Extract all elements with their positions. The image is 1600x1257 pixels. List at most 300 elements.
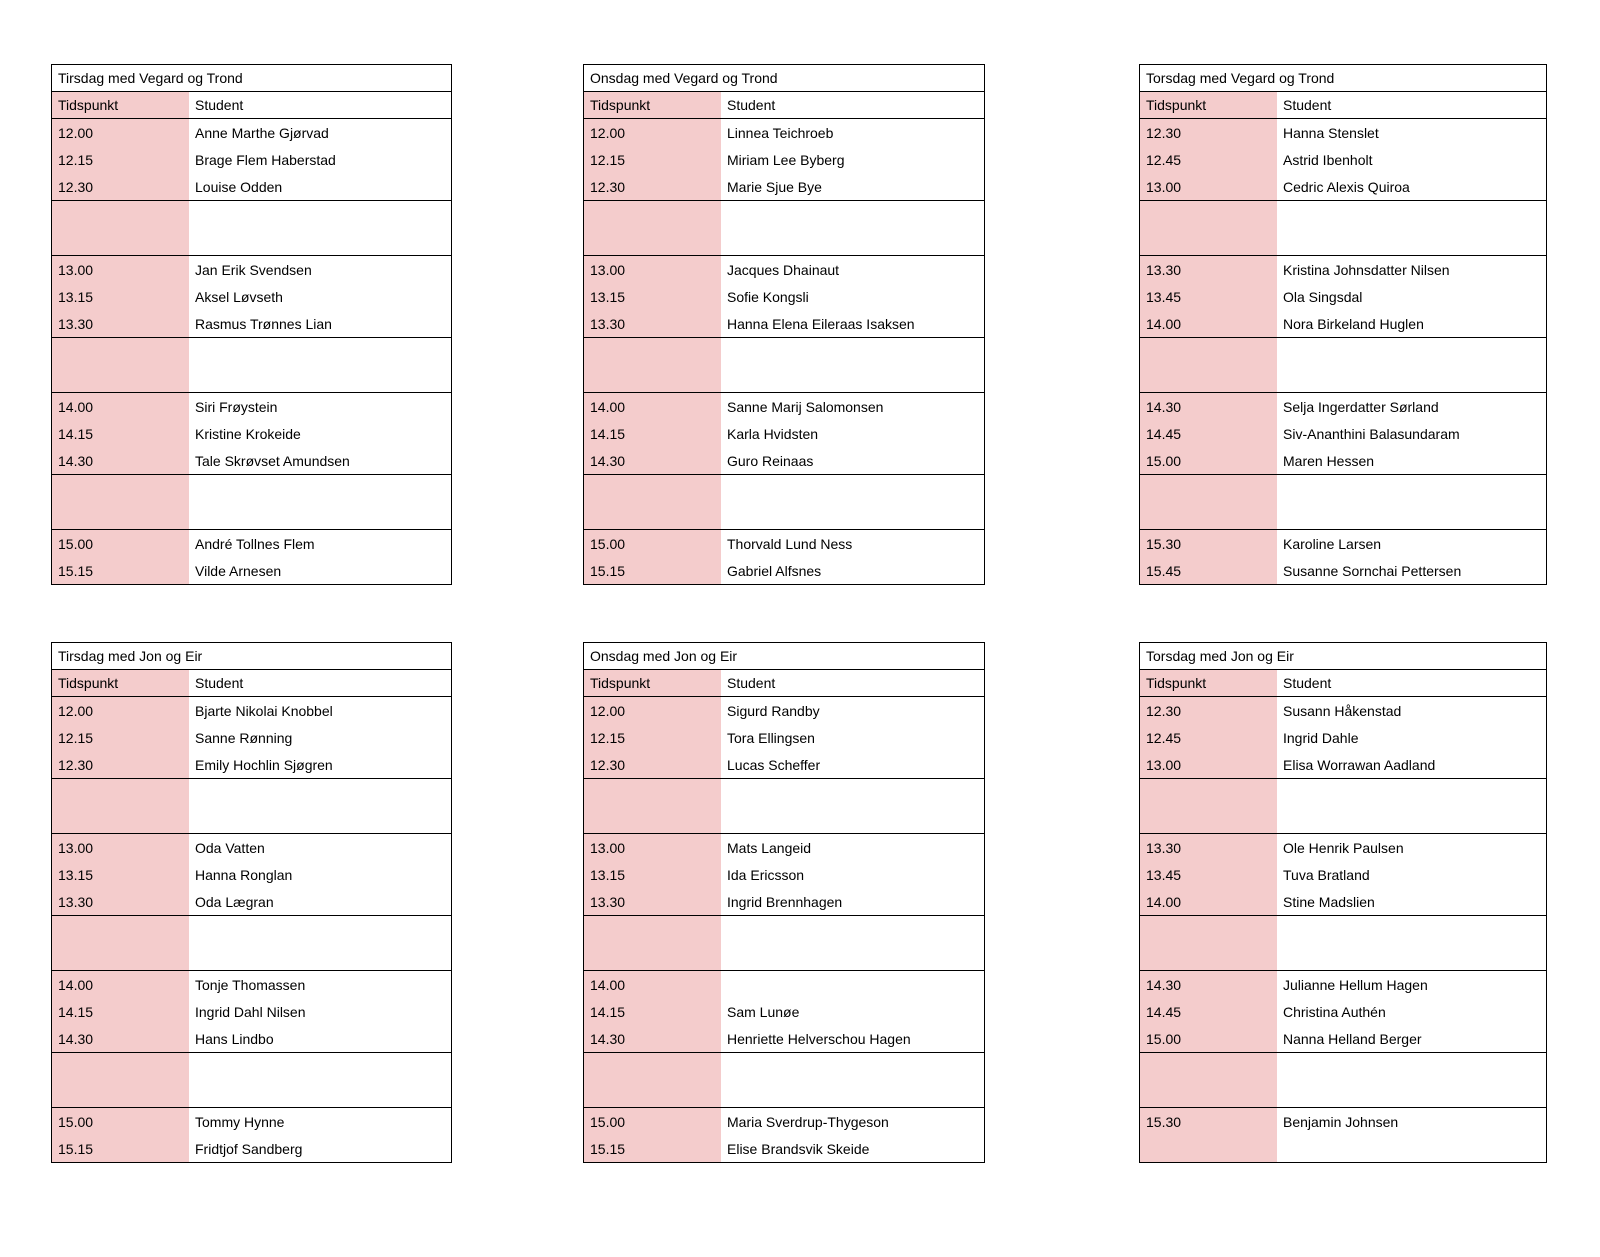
student-cell: Nanna Helland Berger — [1283, 1030, 1422, 1047]
student-cell: Maria Sverdrup-Thygeson — [727, 1113, 889, 1130]
time-cell: 12.15 — [584, 146, 721, 173]
student-cell: Ingrid Brennhagen — [727, 893, 843, 910]
time-cell: 12.30 — [1140, 119, 1277, 146]
empty-time-cell — [584, 475, 721, 529]
time-slot-group — [584, 529, 984, 584]
empty-time-cell — [1140, 916, 1277, 970]
student-cell: Brage Flem Haberstad — [195, 151, 336, 168]
student-cell: Miriam Lee Byberg — [727, 151, 845, 168]
student-cell: Sofie Kongsli — [727, 288, 809, 305]
student-cell: Maren Hessen — [1283, 452, 1375, 469]
empty-student-cell — [721, 1053, 984, 1107]
time-cell: 15.00 — [584, 1108, 721, 1135]
table-title: Torsdag med Vegard og Trond — [1140, 65, 1546, 92]
empty-student-cell — [721, 475, 984, 529]
empty-time-cell — [584, 916, 721, 970]
empty-spacer-row — [52, 200, 451, 255]
schedule-row — [1140, 173, 1546, 200]
time-cell: 12.15 — [52, 146, 189, 173]
time-cell: 15.15 — [52, 1135, 189, 1162]
time-cell: 12.30 — [584, 751, 721, 778]
empty-spacer-row — [584, 337, 984, 392]
student-cell: Jacques Dhainaut — [727, 261, 840, 278]
student-cell: Louise Odden — [195, 178, 283, 195]
schedule-row — [1140, 256, 1546, 283]
schedule-row — [52, 971, 451, 998]
schedule-row — [1140, 1135, 1546, 1162]
student-cell: Tale Skrøvset Amundsen — [195, 452, 350, 469]
time-slot-group — [584, 970, 984, 1052]
schedule-row — [584, 283, 984, 310]
time-column-header: Tidspunkt — [584, 92, 721, 118]
empty-time-cell — [1140, 1053, 1277, 1107]
empty-time-cell — [52, 916, 189, 970]
schedule-row — [52, 557, 451, 584]
table-header-row — [1140, 92, 1546, 119]
time-cell: 12.00 — [52, 697, 189, 724]
empty-student-cell — [189, 475, 451, 529]
empty-time-cell — [584, 779, 721, 833]
schedule-table-torsdag-vegard-trond — [1139, 64, 1547, 585]
student-cell: Benjamin Johnsen — [1283, 1113, 1399, 1130]
schedule-row — [1140, 724, 1546, 751]
schedule-row — [584, 861, 984, 888]
student-cell: Julianne Hellum Hagen — [1283, 976, 1428, 993]
schedule-table-torsdag-jon-eir — [1139, 642, 1547, 1163]
time-cell: 12.30 — [52, 173, 189, 200]
time-cell: 13.30 — [1140, 834, 1277, 861]
table-body — [1140, 697, 1546, 1162]
time-cell: 15.45 — [1140, 557, 1277, 584]
time-cell: 14.30 — [52, 1025, 189, 1052]
schedule-row — [52, 119, 451, 146]
time-slot-group — [584, 255, 984, 337]
schedule-row — [52, 146, 451, 173]
time-cell: 13.30 — [52, 888, 189, 915]
schedule-row — [1140, 447, 1546, 474]
empty-student-cell — [721, 916, 984, 970]
student-cell: Siv-Ananthini Balasundaram — [1283, 425, 1460, 442]
student-cell: Ola Singsdal — [1283, 288, 1363, 305]
time-cell: 14.45 — [1140, 998, 1277, 1025]
student-cell: Ingrid Dahle — [1283, 729, 1359, 746]
table-gap-column — [985, 64, 1139, 585]
schedule-row — [1140, 310, 1546, 337]
schedule-row — [1140, 1108, 1546, 1135]
time-column-header: Tidspunkt — [52, 670, 189, 696]
student-cell: Tommy Hynne — [195, 1113, 285, 1130]
time-slot-group — [1140, 529, 1546, 584]
student-cell: Hanna Stenslet — [1283, 124, 1379, 141]
empty-student-cell — [1277, 475, 1546, 529]
time-cell: 15.15 — [584, 1135, 721, 1162]
student-cell: Elise Brandsvik Skeide — [727, 1140, 870, 1157]
schedule-table-tirsdag-jon-eir — [51, 642, 452, 1163]
schedule-row — [584, 447, 984, 474]
student-column-header: Student — [195, 675, 244, 691]
table-title: Tirsdag med Jon og Eir — [52, 643, 451, 670]
time-slot-group — [1140, 392, 1546, 474]
student-cell: Siri Frøystein — [195, 398, 278, 415]
schedule-row — [584, 1025, 984, 1052]
empty-time-cell — [52, 338, 189, 392]
student-cell: Hanna Ronglan — [195, 866, 293, 883]
schedule-row — [52, 310, 451, 337]
empty-spacer-row — [52, 337, 451, 392]
empty-spacer-row — [52, 1052, 451, 1107]
student-cell: Nora Birkeland Huglen — [1283, 315, 1424, 332]
schedule-row — [52, 173, 451, 200]
time-cell: 14.45 — [1140, 420, 1277, 447]
time-cell: 13.45 — [1140, 861, 1277, 888]
student-cell: Emily Hochlin Sjøgren — [195, 756, 333, 773]
time-slot-group — [1140, 697, 1546, 778]
schedule-row — [52, 420, 451, 447]
empty-spacer-row — [1140, 915, 1546, 970]
time-cell: 15.30 — [1140, 1108, 1277, 1135]
time-cell: 14.30 — [584, 1025, 721, 1052]
schedule-row — [584, 119, 984, 146]
student-cell — [721, 971, 984, 998]
time-cell: 14.30 — [52, 447, 189, 474]
table-title: Onsdag med Vegard og Trond — [584, 65, 984, 92]
time-cell: 15.15 — [584, 557, 721, 584]
time-cell: 14.30 — [1140, 971, 1277, 998]
time-cell: 13.15 — [52, 283, 189, 310]
student-cell: Gabriel Alfsnes — [727, 562, 822, 579]
table-gap-column — [452, 642, 583, 1163]
schedule-row — [1140, 420, 1546, 447]
empty-spacer-row — [52, 915, 451, 970]
student-cell: Lucas Scheffer — [727, 756, 821, 773]
schedule-row — [52, 256, 451, 283]
schedule-row — [52, 751, 451, 778]
student-cell: Kristine Krokeide — [195, 425, 301, 442]
empty-student-cell — [189, 779, 451, 833]
time-slot-group — [584, 119, 984, 200]
schedule-row — [584, 751, 984, 778]
schedule-row — [1140, 1025, 1546, 1052]
empty-spacer-row — [1140, 778, 1546, 833]
empty-spacer-row — [584, 915, 984, 970]
schedule-row — [584, 834, 984, 861]
schedule-row — [584, 173, 984, 200]
time-cell: 15.00 — [1140, 447, 1277, 474]
empty-student-cell — [189, 1053, 451, 1107]
time-cell: 13.15 — [584, 283, 721, 310]
table-header-row — [584, 92, 984, 119]
student-cell: Karla Hvidsten — [727, 425, 819, 442]
student-cell: Elisa Worrawan Aadland — [1283, 756, 1436, 773]
time-slot-group — [52, 970, 451, 1052]
empty-student-cell — [721, 201, 984, 255]
time-cell: 13.45 — [1140, 283, 1277, 310]
time-slot-group — [1140, 119, 1546, 200]
table-body — [52, 119, 451, 584]
time-cell: 14.00 — [52, 393, 189, 420]
empty-time-cell — [584, 201, 721, 255]
schedule-row — [1140, 697, 1546, 724]
time-cell: 14.00 — [1140, 310, 1277, 337]
time-cell: 12.30 — [52, 751, 189, 778]
student-cell: Ingrid Dahl Nilsen — [195, 1003, 306, 1020]
schedule-table-tirsdag-vegard-trond — [51, 64, 452, 585]
schedule-row — [584, 420, 984, 447]
table-gap-column — [985, 642, 1139, 1163]
empty-student-cell — [189, 916, 451, 970]
table-title: Onsdag med Jon og Eir — [584, 643, 984, 670]
student-cell: Sigurd Randby — [727, 702, 820, 719]
schedule-row — [1140, 861, 1546, 888]
schedule-row — [52, 724, 451, 751]
time-cell: 13.15 — [52, 861, 189, 888]
student-column-header: Student — [727, 97, 776, 113]
schedule-row — [584, 724, 984, 751]
time-cell: 13.30 — [584, 310, 721, 337]
empty-time-cell — [584, 1053, 721, 1107]
time-cell: 13.00 — [52, 256, 189, 283]
empty-student-cell — [1277, 1053, 1546, 1107]
schedule-row — [1140, 834, 1546, 861]
schedule-row — [1140, 557, 1546, 584]
time-cell: 14.15 — [584, 420, 721, 447]
student-cell — [1277, 1135, 1546, 1162]
student-cell: Ole Henrik Paulsen — [1283, 839, 1404, 856]
student-cell: Henriette Helverschou Hagen — [727, 1030, 911, 1047]
student-cell: Oda Vatten — [195, 839, 265, 856]
time-cell: 13.00 — [1140, 173, 1277, 200]
time-cell: 13.30 — [1140, 256, 1277, 283]
student-cell: Guro Reinaas — [727, 452, 814, 469]
schedule-table-onsdag-vegard-trond — [583, 64, 985, 585]
student-cell: Mats Langeid — [727, 839, 812, 856]
empty-time-cell — [52, 779, 189, 833]
schedule-row — [584, 557, 984, 584]
schedule-row — [584, 393, 984, 420]
schedule-row — [1140, 530, 1546, 557]
time-column-header: Tidspunkt — [584, 670, 721, 696]
schedule-row — [1140, 119, 1546, 146]
time-slot-group — [52, 1107, 451, 1162]
time-cell: 13.00 — [1140, 751, 1277, 778]
time-slot-group — [584, 697, 984, 778]
schedule-row — [52, 393, 451, 420]
time-slot-group — [1140, 970, 1546, 1052]
schedule-row — [1140, 393, 1546, 420]
time-cell: 14.15 — [52, 998, 189, 1025]
schedule-row — [584, 971, 984, 998]
time-cell: 13.30 — [584, 888, 721, 915]
schedule-row — [1140, 751, 1546, 778]
student-cell: Christina Authén — [1283, 1003, 1386, 1020]
empty-spacer-row — [1140, 337, 1546, 392]
student-cell: Hans Lindbo — [195, 1030, 274, 1047]
time-cell — [1140, 1135, 1277, 1162]
schedule-row — [52, 834, 451, 861]
student-cell: Rasmus Trønnes Lian — [195, 315, 332, 332]
empty-spacer-row — [1140, 474, 1546, 529]
time-slot-group — [52, 255, 451, 337]
time-cell: 15.00 — [1140, 1025, 1277, 1052]
schedule-row — [584, 146, 984, 173]
time-cell: 12.45 — [1140, 146, 1277, 173]
schedule-row — [1140, 888, 1546, 915]
schedule-row — [584, 530, 984, 557]
student-cell: Astrid Ibenholt — [1283, 151, 1373, 168]
empty-time-cell — [1140, 779, 1277, 833]
time-cell: 13.00 — [584, 834, 721, 861]
time-cell: 14.15 — [584, 998, 721, 1025]
schedule-row — [52, 1108, 451, 1135]
time-cell: 14.00 — [584, 393, 721, 420]
table-gap-column — [452, 64, 583, 585]
empty-spacer-row — [584, 474, 984, 529]
time-slot-group — [52, 697, 451, 778]
time-slot-group — [584, 392, 984, 474]
table-body — [584, 119, 984, 584]
time-column-header: Tidspunkt — [52, 92, 189, 118]
student-cell: Oda Lægran — [195, 893, 274, 910]
student-cell: Sanne Marij Salomonsen — [727, 398, 884, 415]
student-column-header: Student — [1283, 675, 1332, 691]
time-cell: 14.00 — [584, 971, 721, 998]
empty-time-cell — [584, 338, 721, 392]
schedule-table-onsdag-jon-eir — [583, 642, 985, 1163]
student-column-header: Student — [195, 97, 244, 113]
empty-spacer-row — [52, 474, 451, 529]
student-cell: Anne Marthe Gjørvad — [195, 124, 329, 141]
schedule-row — [584, 1135, 984, 1162]
empty-spacer-row — [584, 778, 984, 833]
student-cell: Kristina Johnsdatter Nilsen — [1283, 261, 1450, 278]
schedule-row — [52, 888, 451, 915]
table-title: Tirsdag med Vegard og Trond — [52, 65, 451, 92]
student-cell: Aksel Løvseth — [195, 288, 283, 305]
empty-time-cell — [52, 201, 189, 255]
time-cell: 14.30 — [1140, 393, 1277, 420]
table-body — [584, 697, 984, 1162]
time-cell: 14.00 — [52, 971, 189, 998]
time-cell: 14.30 — [584, 447, 721, 474]
student-cell: Selja Ingerdatter Sørland — [1283, 398, 1439, 415]
table-header-row — [52, 92, 451, 119]
table-header-row — [52, 670, 451, 697]
table-header-row — [584, 670, 984, 697]
student-cell: Stine Madslien — [1283, 893, 1375, 910]
student-cell: Vilde Arnesen — [195, 562, 282, 579]
student-cell: Sam Lunøe — [727, 1003, 800, 1020]
time-cell: 13.15 — [584, 861, 721, 888]
student-cell: Thorvald Lund Ness — [727, 535, 853, 552]
student-cell: Fridtjof Sandberg — [195, 1140, 303, 1157]
empty-spacer-row — [584, 1052, 984, 1107]
time-cell: 13.00 — [584, 256, 721, 283]
time-cell: 15.30 — [1140, 530, 1277, 557]
empty-time-cell — [1140, 475, 1277, 529]
time-cell: 15.00 — [52, 1108, 189, 1135]
time-cell: 13.30 — [52, 310, 189, 337]
schedule-row — [1140, 998, 1546, 1025]
empty-student-cell — [189, 338, 451, 392]
schedule-row — [584, 697, 984, 724]
empty-spacer-row — [584, 200, 984, 255]
time-cell: 13.00 — [52, 834, 189, 861]
student-column-header: Student — [1283, 97, 1332, 113]
time-slot-group — [52, 392, 451, 474]
student-cell: Sanne Rønning — [195, 729, 293, 746]
student-cell: André Tollnes Flem — [195, 535, 315, 552]
empty-time-cell — [52, 1053, 189, 1107]
time-slot-group — [1140, 833, 1546, 915]
empty-student-cell — [721, 779, 984, 833]
schedule-row — [1140, 283, 1546, 310]
student-cell: Jan Erik Svendsen — [195, 261, 312, 278]
table-body — [52, 697, 451, 1162]
schedule-row — [52, 1025, 451, 1052]
schedule-row — [1140, 146, 1546, 173]
empty-spacer-row — [1140, 200, 1546, 255]
table-body — [1140, 119, 1546, 584]
schedule-row — [584, 998, 984, 1025]
empty-student-cell — [1277, 201, 1546, 255]
empty-time-cell — [1140, 338, 1277, 392]
empty-time-cell — [52, 475, 189, 529]
student-cell: Karoline Larsen — [1283, 535, 1382, 552]
student-cell: Marie Sjue Bye — [727, 178, 822, 195]
schedule-row — [584, 888, 984, 915]
student-cell: Tonje Thomassen — [195, 976, 306, 993]
time-slot-group — [584, 1107, 984, 1162]
empty-spacer-row — [52, 778, 451, 833]
time-column-header: Tidspunkt — [1140, 670, 1277, 696]
schedule-row — [52, 697, 451, 724]
time-cell: 12.00 — [584, 697, 721, 724]
schedule-row — [52, 998, 451, 1025]
schedule-row — [52, 283, 451, 310]
schedule-row — [1140, 971, 1546, 998]
table-title: Torsdag med Jon og Eir — [1140, 643, 1546, 670]
empty-time-cell — [1140, 201, 1277, 255]
schedule-row — [584, 310, 984, 337]
student-cell: Ida Ericsson — [727, 866, 805, 883]
time-column-header: Tidspunkt — [1140, 92, 1277, 118]
time-slot-group — [52, 529, 451, 584]
time-cell: 12.45 — [1140, 724, 1277, 751]
student-cell: Tora Ellingsen — [727, 729, 815, 746]
time-slot-group — [1140, 255, 1546, 337]
time-cell: 15.15 — [52, 557, 189, 584]
time-cell: 15.00 — [52, 530, 189, 557]
student-cell: Linnea Teichroeb — [727, 124, 834, 141]
empty-student-cell — [721, 338, 984, 392]
empty-student-cell — [1277, 916, 1546, 970]
time-cell: 12.30 — [1140, 697, 1277, 724]
time-cell: 12.30 — [584, 173, 721, 200]
student-cell: Hanna Elena Eileraas Isaksen — [727, 315, 915, 332]
empty-spacer-row — [1140, 1052, 1546, 1107]
student-cell: Bjarte Nikolai Knobbel — [195, 702, 333, 719]
schedule-row — [52, 530, 451, 557]
time-cell: 12.00 — [52, 119, 189, 146]
schedule-row — [52, 447, 451, 474]
student-cell: Susann Håkenstad — [1283, 702, 1402, 719]
time-cell: 14.00 — [1140, 888, 1277, 915]
empty-student-cell — [1277, 779, 1546, 833]
time-slot-group — [1140, 1107, 1546, 1162]
student-cell: Susanne Sornchai Pettersen — [1283, 562, 1462, 579]
time-cell: 14.15 — [52, 420, 189, 447]
empty-student-cell — [1277, 338, 1546, 392]
